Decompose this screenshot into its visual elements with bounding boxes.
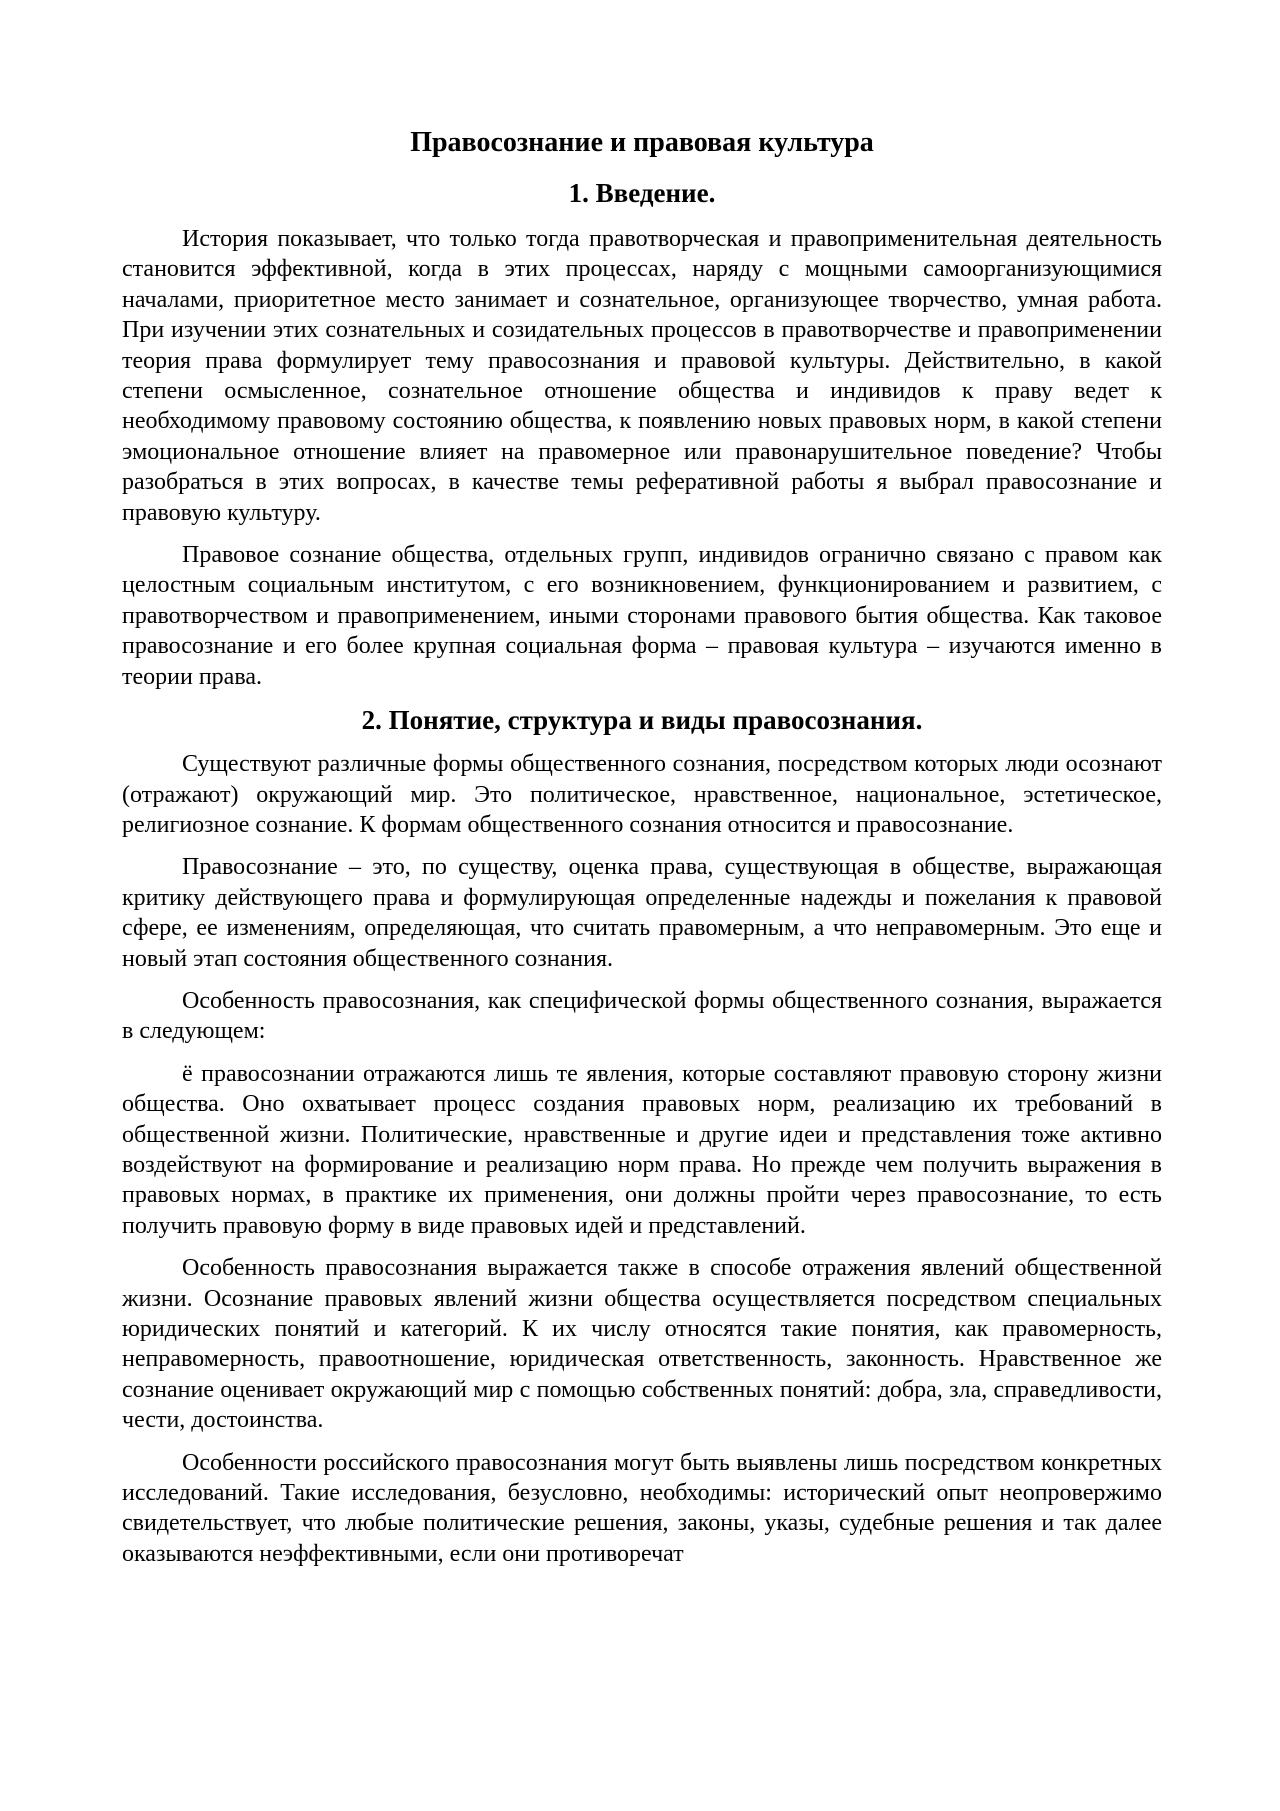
paragraph: История показывает, что только тогда правотворческая и правоприменительная деятельность становится эффективной, когда в этих процессах, наряду с мощными самоорганизующимися началами, приоритетное место занимает и сознательное, организующее творчество, умная работа. При изучении этих сознательных и созидательных процессов в правотворчестве и правоприменении теория права формулирует тему правосознания и правовой культуры. Действительно, в какой степени осмысленное, сознательное отношение общества и индивидов к праву ведет к необходимому правовому состоянию общества, к появлению новых правовых норм, в какой степени эмоциональное отношение влияет на правомерное или правонарушительное поведение? Чтобы разобраться в этих вопросах, в качестве темы реферативной работы я выбрал правосознание и правовую культуру. bbox=[122, 226, 1162, 526]
paragraph: Особенности российского правосознания могут быть выявлены лишь посредством конкретных исследований. Такие исследования, безусловно, необходимы: исторический опыт неопровержимо свидетельствует, что любые политические решения, законы, указы, судебные решения и так далее оказываются неэффективными, если они противоречат bbox=[122, 1449, 1162, 1567]
section-heading-concept-structure-types: 2. Понятие, структура и виды правосознания. bbox=[361, 705, 923, 736]
paragraph: Правосознание – это, по существу, оценка права, существующая в обществе, выражающая критику действующего права и формулирующая определенные надежды и пожелания к правовой сфере, ее изменениям, определяющая, что считать правомерным, а что неправомерным. Это еще и новый этап состояния общественного сознания. bbox=[122, 854, 1162, 972]
paragraph: Существуют различные формы общественного сознания, посредством которых люди осознают (отражают) окружающий мир. Это политическое, нравственное, национальное, эстетическое, религиозное сознание. К формам общественного сознания относится и правосознание. bbox=[122, 751, 1162, 838]
paragraph: ё правосознании отражаются лишь те явления, которые составляют правовую сторону жизни общества. Оно охватывает процесс создания правовых норм, реализацию их требований в общественной жизни. Политические, нравственные и другие идеи и представления тоже активно воздействуют на формирование и реализацию норм права. Но прежде чем получить выражения в правовых нормах, в практике их применения, они должны пройти через правосознание, то есть получить правовую форму в виде правовых идей и представлений. bbox=[122, 1060, 1162, 1239]
document-body bbox=[122, 126, 1162, 1569]
document-title: Правосознание и правовая культура bbox=[410, 127, 874, 158]
paragraph: Особенность правосознания выражается также в способе отражения явлений общественной жизни. Осознание правовых явлений жизни общества осуществляется посредством специальных юридических понятий и категорий. К их числу относятся такие понятия, как правомерность, неправомерность, правоотношение, юридическая ответственность, законность. Нравственное же сознание оценивает окружающий мир с помощью собственных понятий: добра, зла, справедливости, чести, достоинства. bbox=[122, 1255, 1162, 1434]
paragraph: Особенность правосознания, как специфической формы общественного сознания, выражается в следующем: bbox=[122, 987, 1162, 1045]
paragraph: Правовое сознание общества, отдельных групп, индивидов огранично связано с правом как целостным социальным институтом, с его возникновением, функционированием и развитием, с правотворчеством и правоприменением, иными сторонами правового бытия общества. Как таковое правосознание и его более крупная социальная форма – правовая культура – изучаются именно в теории права. bbox=[122, 542, 1162, 690]
section-heading-introduction: 1. Введение. bbox=[568, 178, 716, 208]
